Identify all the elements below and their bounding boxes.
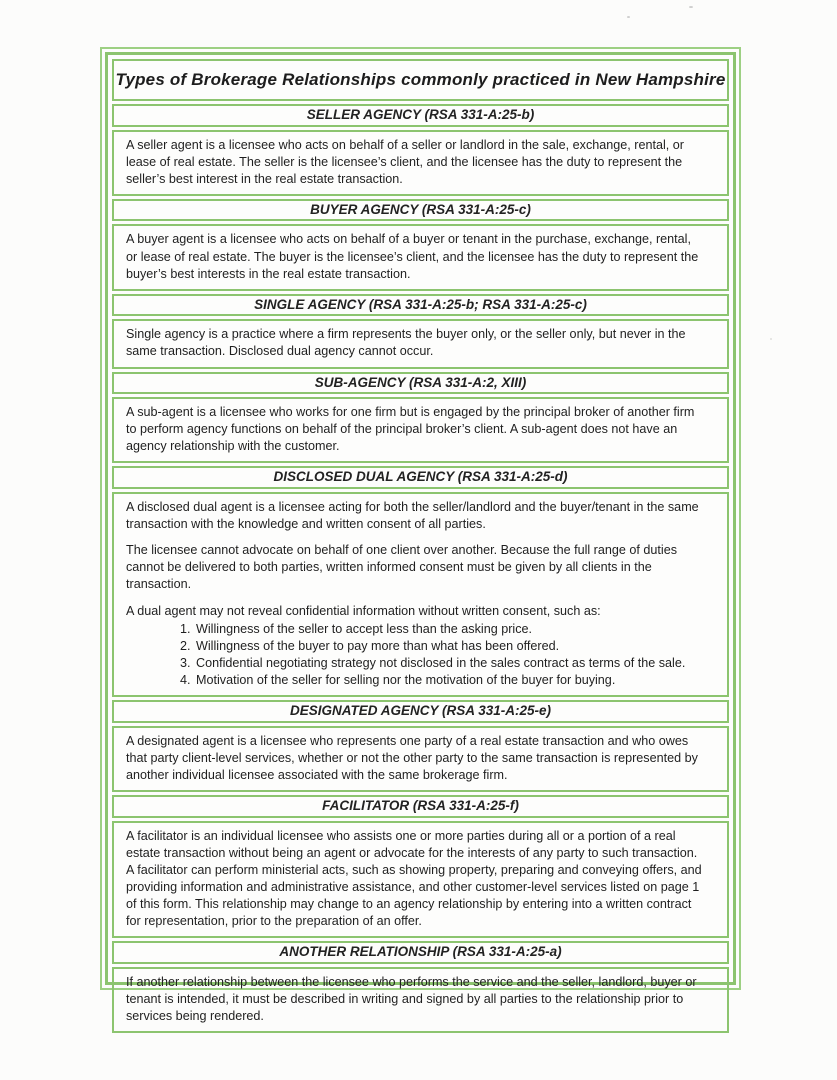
- section-body: [112, 726, 729, 792]
- scan-artifact: [770, 338, 772, 340]
- section-heading: BUYER AGENCY (RSA 331-A:25-c): [310, 201, 531, 217]
- section-heading: SELLER AGENCY (RSA 331-A:25-b): [306, 107, 535, 122]
- paragraph: A dual agent may not reveal confidential information without written consent, such as:: [126, 603, 601, 618]
- sections-container: [112, 104, 729, 1023]
- paragraph: The licensee cannot advocate on behalf of one client over another. Because the full range of duties cannot be delivered to both parties, written informed consent must be given by all clients in the transaction.: [126, 543, 678, 592]
- section-body: [112, 821, 729, 939]
- section-heading-box: [112, 294, 729, 317]
- numbered-list: [126, 621, 705, 690]
- section-heading-box: [112, 372, 729, 395]
- section-heading: DISCLOSED DUAL AGENCY (RSA 331-A:25-d): [273, 469, 568, 485]
- section-heading: FACILITATOR (RSA 331-A:25-f): [322, 798, 519, 813]
- paragraph: A designated agent is a licensee who represents one party of a real estate transaction and who owes that party client-level services, whether or not the other party to the same transaction is represented by another individual licensee associated with the same brokerage firm.: [126, 733, 698, 782]
- paragraph: A buyer agent is a licensee who acts on behalf of a buyer or tenant in the purchase, exchange, rental, or lease of real estate. The buyer is the licensee’s client, and the licensee has the duty to represent the buyer’s best interests in the real estate transaction.: [126, 232, 699, 281]
- document-title: Types of Brokerage Relationships commonly practiced in New Hampshire: [115, 70, 726, 89]
- list-item: 2. Willingness of the buyer to pay more than what has been offered.: [194, 638, 705, 655]
- scan-artifact: [689, 6, 693, 8]
- section-heading: SUB-AGENCY (RSA 331-A:2, XIII): [314, 374, 527, 390]
- section-body: [112, 492, 729, 697]
- section-heading-box: [112, 941, 729, 964]
- document-inner-frame: [105, 52, 736, 1023]
- section-body: [112, 224, 729, 290]
- section-heading: ANOTHER RELATIONSHIP (RSA 331-A:25-a): [279, 944, 562, 960]
- section-heading-box: [112, 199, 729, 222]
- paragraph: A sub-agent is a licensee who works for one firm but is engaged by the principal broker of another firm to perform agency functions on behalf of the principal broker’s client. A sub-agent does not have an agency relationship with the customer.: [126, 405, 695, 454]
- section-heading: DESIGNATED AGENCY (RSA 331-A:25-e): [289, 703, 552, 719]
- section-heading-box: [112, 795, 729, 818]
- paragraph: If another relationship between the licensee who performs the service and the seller, landlord, buyer or tenant is intended, it must be described in writing and signed by all parties to the relationship prior to services being rendered.: [126, 974, 697, 1023]
- list-item: 4. Motivation of the seller for selling nor the motivation of the buyer for buying.: [194, 672, 705, 689]
- scan-artifact: [627, 16, 630, 18]
- section-body: [112, 397, 729, 463]
- paragraph: A facilitator is an individual licensee who assists one or more parties during all or a portion of a real estate transaction without being an agent or advocate for the interests of any party to such transaction. A facilitator can perform ministerial acts, such as showing property, preparing and conveying offers, and providing information and administrative assistance, and other customer-level services listed on page 1 of this form. This relationship may change to an agency relationship by entering into a written contract for representation, prior to the preparation of an offer.: [126, 828, 702, 929]
- paragraph: A disclosed dual agent is a licensee acting for both the seller/landlord and the buyer/tenant in the same transaction with the knowledge and written consent of all parties.: [126, 499, 699, 531]
- section-heading-box: [112, 700, 729, 723]
- section-heading-box: [112, 104, 729, 127]
- section-body: [112, 967, 729, 1033]
- paragraph: A seller agent is a licensee who acts on behalf of a seller or landlord in the sale, exchange, rental, or lease of real estate. The seller is the licensee’s client, and the licensee has the duty to represent the seller’s best interest in the real estate transaction.: [126, 137, 684, 186]
- paragraph: Single agency is a practice where a firm represents the buyer only, or the seller only, but never in the same transaction. Disclosed dual agency cannot occur.: [126, 327, 686, 359]
- section-body: [112, 130, 729, 196]
- list-item: 1. Willingness of the seller to accept less than the asking price.: [194, 621, 705, 638]
- section-heading: SINGLE AGENCY (RSA 331-A:25-b; RSA 331-A:25-c): [254, 296, 587, 312]
- section-heading-box: [112, 466, 729, 489]
- document-frame: [100, 47, 741, 1023]
- section-body: [112, 319, 729, 368]
- document-title-box: [112, 59, 729, 101]
- list-item: 3. Confidential negotiating strategy not disclosed in the sales contract as terms of the sale.: [194, 655, 705, 672]
